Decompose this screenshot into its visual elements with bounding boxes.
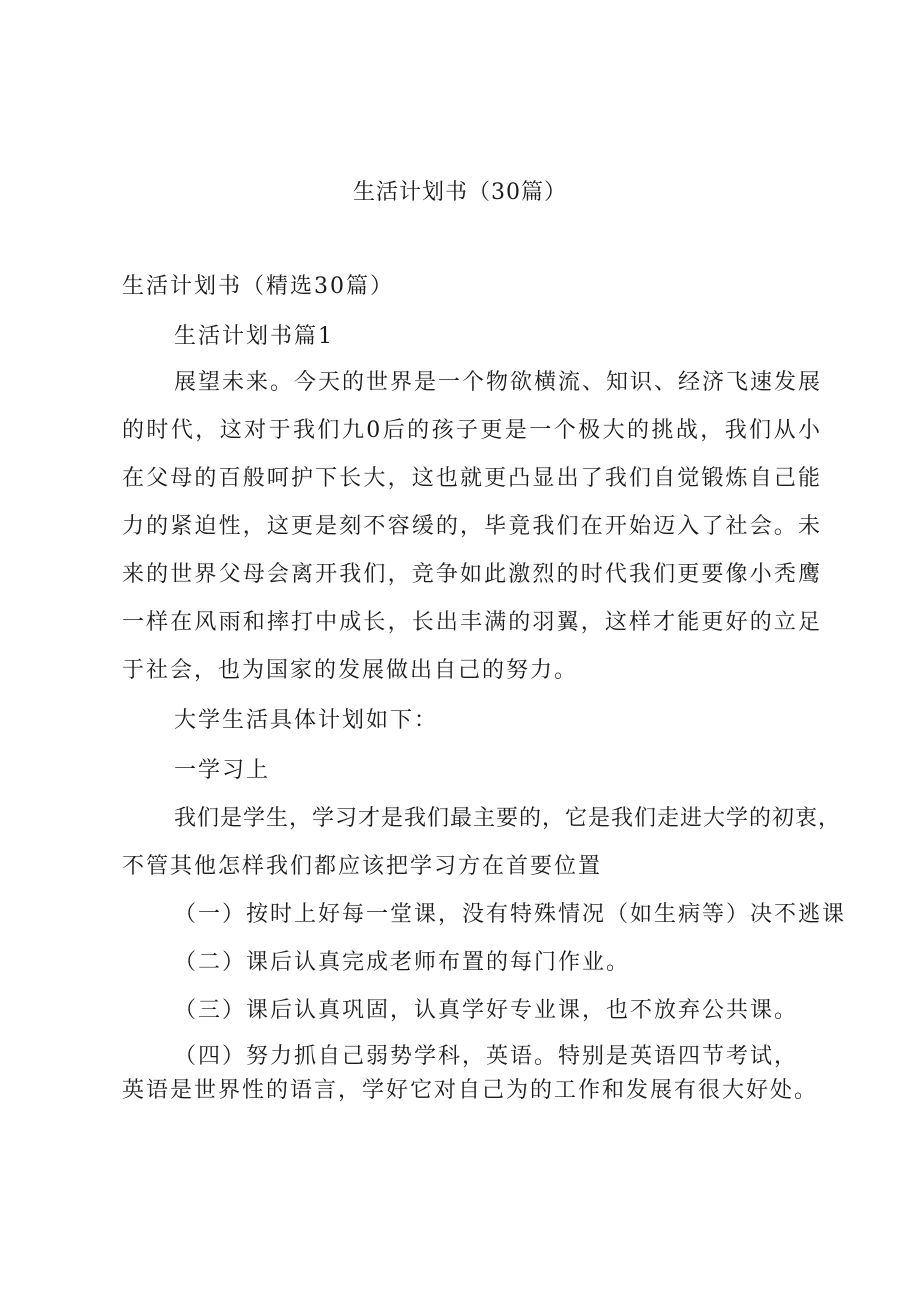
- list-item-4-line-1: （四）努力抓自己弱势学科，英语。特别是英语四节考试，: [174, 1044, 799, 1069]
- list-item-1: （一）按时上好每一堂课，没有特殊情况（如生病等）决不逃课: [174, 902, 847, 927]
- list-item-3: （三）课后认真巩固，认真学好专业课，也不放弃公共课。: [174, 998, 799, 1023]
- plan-intro: 大学生活具体计划如下：: [174, 708, 439, 733]
- study-heading: 一学习上: [174, 758, 271, 783]
- list-item-2: （二）课后认真完成老师布置的每门作业。: [174, 950, 631, 975]
- list-item-4-line-2: 英语是世界性的语言，学好它对自己为的工作和发展有很大好处。: [122, 1078, 819, 1103]
- study-paragraph-line-2: 不管其他怎样我们都应该把学习方在首要位置: [122, 854, 603, 879]
- document-subtitle: 生活计划书（精选30篇）: [122, 274, 394, 299]
- study-paragraph-line-1: 我们是学生，学习才是我们最主要的，它是我们走进大学的初衷，: [174, 806, 842, 831]
- section-heading: 生活计划书篇1: [174, 324, 334, 349]
- intro-paragraph: 展望未来。今天的世界是一个物欲横流、知识、经济飞速发展的时代，这对于我们九0后的孩子更是一个极大的挑战，我们从小在父母的百般呵护下长大，这也就更凸显出了我们自觉锻炼自己能力的紧迫性，这更是刻不容缓的，毕竟我们在开始迈入了社会。未来的世界父母会离开我们，竞争如此激烈的时代我们更要像小秃鹰一样在风雨和摔打中成长，长出丰满的羽翼，这样才能更好的立足于社会，也为国家的发展做出自己的努力。: [122, 370, 823, 683]
- document-title: 生活计划书（30篇）: [353, 180, 567, 205]
